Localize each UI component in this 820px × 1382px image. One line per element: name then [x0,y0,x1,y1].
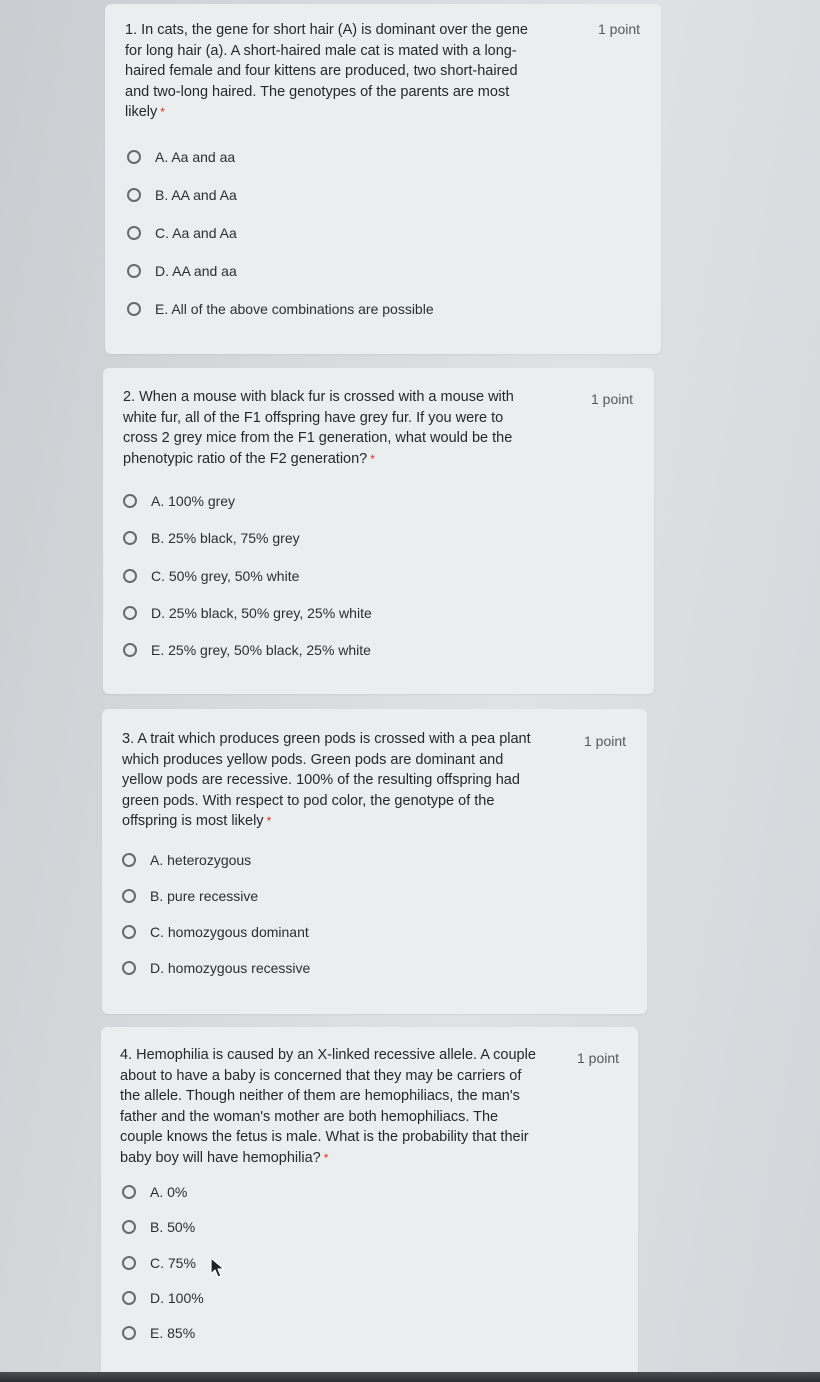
option-label: D. AA and aa [155,263,237,279]
radio-button-icon[interactable] [127,302,141,316]
option-1e[interactable] [127,301,434,317]
radio-button-icon[interactable] [122,961,136,975]
question-line: offspring is most likely [122,813,264,829]
option-3c[interactable] [122,924,309,940]
required-asterisk: * [160,105,165,119]
radio-button-icon[interactable] [127,188,141,202]
question-line: 2. When a mouse with black fur is crossed with a mouse with [123,389,514,405]
question-line: and two-long haired. The genotypes of the parents are most [125,83,510,100]
points-label: 1 point [591,391,634,407]
option-label: D. 100% [150,1290,204,1306]
question-line: father and the woman's mother are both hemophiliacs. The [120,1108,499,1125]
option-2c[interactable] [123,568,299,584]
option-3d[interactable] [122,960,310,976]
option-2d[interactable] [123,605,372,621]
question-card-2 [103,368,654,694]
radio-button-icon[interactable] [123,569,137,583]
option-label: D. 25% black, 50% grey, 25% white [151,605,372,621]
option-label: C. 75% [150,1255,196,1271]
question-card-4 [101,1027,638,1377]
option-4a[interactable] [122,1184,187,1200]
option-3b[interactable] [122,888,258,904]
question-line: haired female and four kittens are produced, two short-haired [125,63,518,79]
option-4c[interactable] [122,1255,196,1271]
option-label: E. 25% grey, 50% black, 25% white [151,642,371,658]
question-line: 3. A trait which produces green pods is crossed with a pea plant [122,731,531,747]
radio-button-icon[interactable] [127,264,141,278]
question-card-3 [102,709,647,1014]
option-label: A. 100% grey [151,493,236,509]
option-label: B. pure recessive [150,888,259,904]
question-text-3 [122,729,582,832]
screen-bottom-edge [0,1372,820,1382]
option-label: C. homozygous dominant [150,924,309,940]
option-label: B. 50% [150,1219,196,1235]
radio-button-icon[interactable] [122,889,136,903]
radio-button-icon[interactable] [122,1220,136,1234]
question-line: 1. In cats, the gene for short hair (A) is dominant over the gene [125,22,528,38]
question-card-1 [105,4,661,354]
option-label: C. 50% grey, 50% white [151,568,300,584]
radio-button-icon[interactable] [122,1185,136,1199]
radio-button-icon[interactable] [127,150,141,164]
mouse-cursor-icon [210,1257,226,1279]
points-label: 1 point [584,733,627,749]
radio-button-icon[interactable] [127,226,141,240]
question-line: which produces yellow pods. Green pods are dominant and [122,751,504,768]
question-line: couple knows the fetus is male. What is the probability that their [120,1129,529,1145]
option-label: D. homozygous recessive [150,960,311,976]
question-line: white fur, all of the F1 offspring have grey fur. If you were to [123,409,504,426]
required-asterisk: * [370,451,375,466]
question-line: green pods. With respect to pod color, the genotype of the [122,792,495,809]
radio-button-icon[interactable] [123,531,137,545]
option-label: C. Aa and Aa [155,225,237,241]
option-4b[interactable] [122,1219,195,1235]
question-line: 4. Hemophilia is caused by an X-linked recessive allele. A couple [120,1047,536,1063]
radio-button-icon[interactable] [123,494,137,508]
radio-button-icon[interactable] [122,1291,136,1305]
required-asterisk: * [323,1150,329,1165]
option-2a[interactable] [123,493,235,509]
option-4e[interactable] [122,1325,195,1341]
points-label: 1 point [577,1050,620,1066]
question-line: cross 2 grey mice from the F1 generation, what would be the [123,430,513,446]
option-1b[interactable] [127,187,237,203]
option-2e[interactable] [123,642,371,658]
option-label: A. Aa and aa [155,149,236,165]
question-line: baby boy will have hemophilia? [120,1149,321,1166]
option-label: A. 0% [150,1184,188,1200]
question-text-1 [125,20,595,123]
option-label: B. AA and Aa [155,187,237,203]
question-line: the allele. Though neither of them are hemophiliacs, the man's [120,1088,520,1104]
option-2b[interactable] [123,530,300,546]
points-label: 1 point [598,21,641,37]
option-1a[interactable] [127,149,235,165]
option-1c[interactable] [127,225,237,241]
question-line: yellow pods are recessive. 100% of the resulting offspring had [122,772,520,788]
radio-button-icon[interactable] [123,643,137,657]
question-line: phenotypic ratio of the F2 generation? [123,450,368,467]
question-text-4 [120,1045,575,1168]
radio-button-icon[interactable] [122,1256,136,1270]
option-label: A. heterozygous [150,852,252,868]
radio-button-icon[interactable] [122,853,136,867]
option-label: B. 25% black, 75% grey [151,530,300,546]
option-label: E. 85% [150,1325,196,1341]
option-4d[interactable] [122,1290,204,1306]
question-line: about to have a baby is concerned that they may be carriers of [120,1067,522,1084]
option-1d[interactable] [127,263,237,279]
option-3a[interactable] [122,852,251,868]
question-line: for long hair (a). A short-haired male cat is mated with a long- [125,42,517,59]
radio-button-icon[interactable] [122,1326,136,1340]
question-line: likely [125,104,158,120]
question-text-2 [123,387,583,469]
required-asterisk: * [266,814,272,828]
radio-button-icon[interactable] [123,606,137,620]
radio-button-icon[interactable] [122,925,136,939]
option-label: E. All of the above combinations are possible [155,301,434,317]
